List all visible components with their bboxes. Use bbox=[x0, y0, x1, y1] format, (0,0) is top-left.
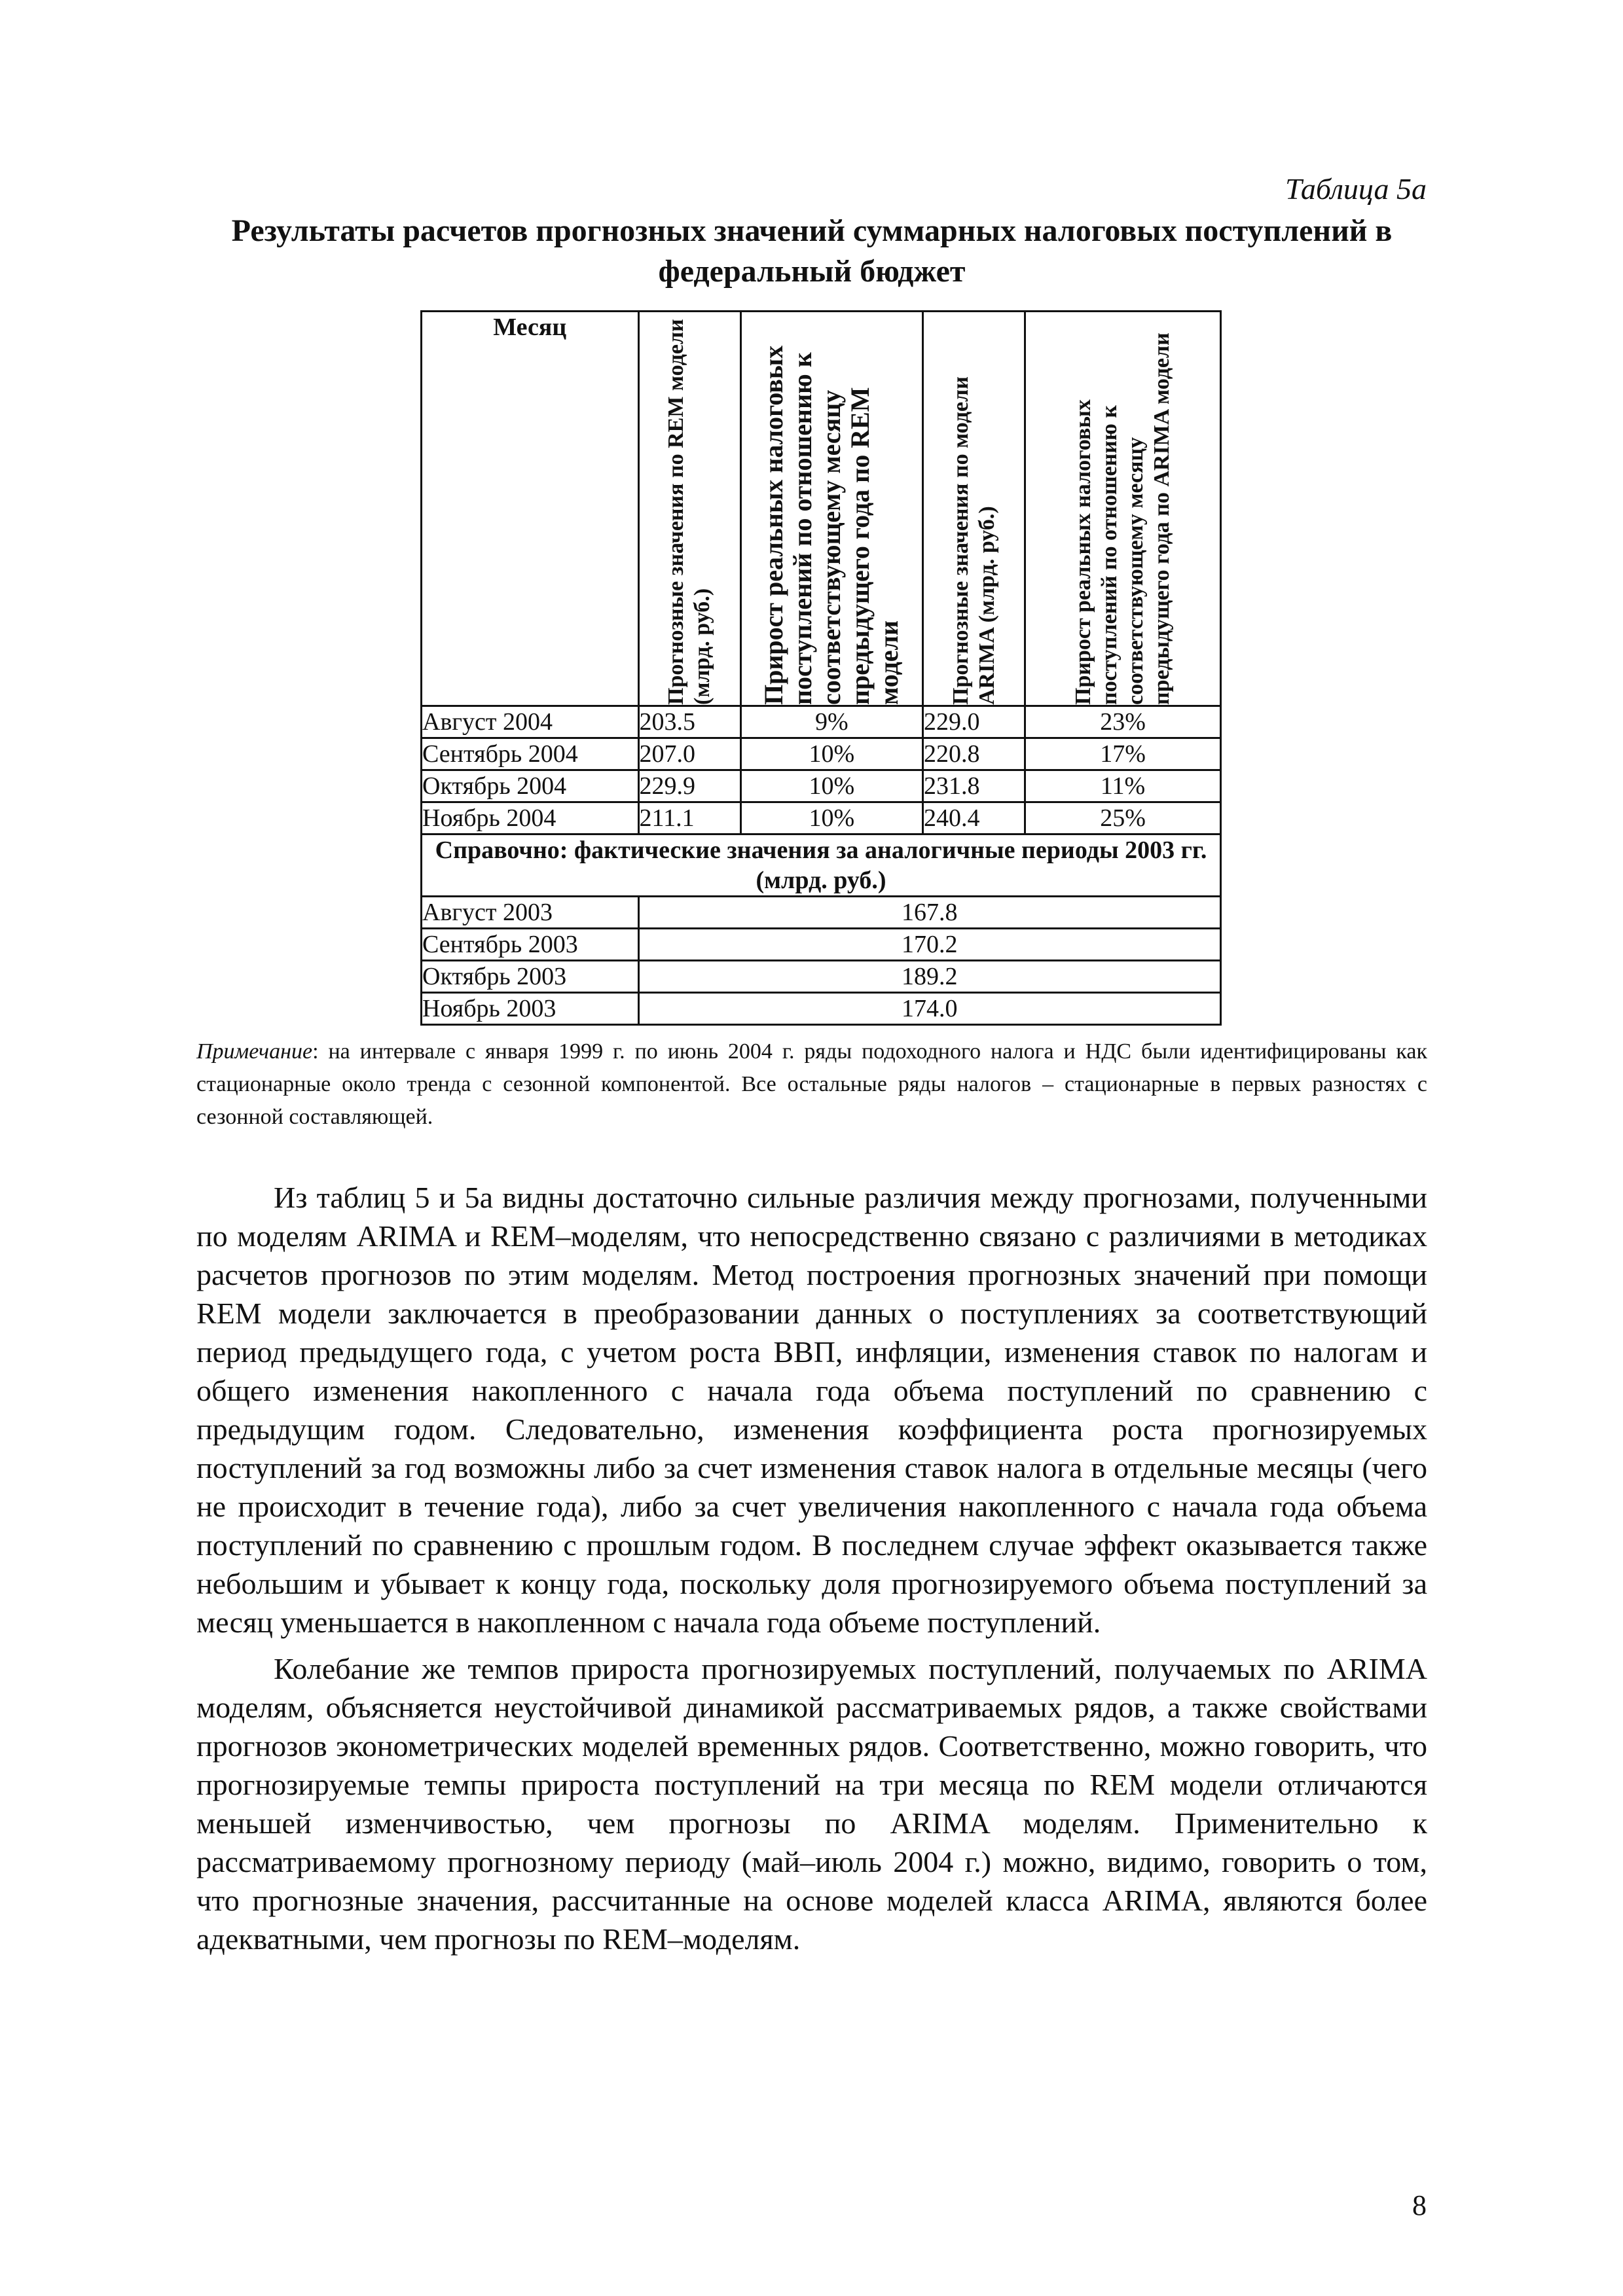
header-month: Месяц bbox=[422, 312, 639, 706]
reference-value: 189.2 bbox=[638, 961, 1220, 993]
cell-rem: 211.1 bbox=[638, 802, 740, 834]
reference-month: Октябрь 2003 bbox=[422, 961, 639, 993]
header-arima-growth: Прирост реальных налоговых поступлений по отношению к соответствующему месяцу предыдущего года по ARIMA модели bbox=[1025, 312, 1221, 706]
reference-value: 167.8 bbox=[638, 897, 1220, 929]
cell-month: Август 2004 bbox=[422, 706, 639, 738]
cell-rem-growth: 10% bbox=[740, 802, 922, 834]
table-row bbox=[422, 802, 1221, 834]
cell-month: Ноябрь 2004 bbox=[422, 802, 639, 834]
table-header-row bbox=[422, 312, 1221, 706]
cell-month: Сентябрь 2004 bbox=[422, 738, 639, 770]
cell-arima: 231.8 bbox=[923, 770, 1025, 802]
table-title: Результаты расчетов прогнозных значений суммарных налоговых поступлений в федеральный бюджет bbox=[231, 213, 1393, 289]
cell-rem-growth: 10% bbox=[740, 770, 922, 802]
forecast-table bbox=[420, 310, 1222, 1026]
table-row bbox=[422, 706, 1221, 738]
cell-rem: 203.5 bbox=[638, 706, 740, 738]
reference-month: Август 2003 bbox=[422, 897, 639, 929]
cell-rem: 229.9 bbox=[638, 770, 740, 802]
reference-row bbox=[422, 993, 1221, 1025]
reference-month: Сентябрь 2003 bbox=[422, 929, 639, 961]
cell-arima: 240.4 bbox=[923, 802, 1025, 834]
note-lead: Примечание bbox=[196, 1039, 313, 1064]
note-text: : на интервале с января 1999 г. по июнь 2004 г. ряды подоходного налога и НДС были идентифицированы как стационарные около тренда с сезонной компонентой. Все остальные ряды налогов – стационарные в первых разностях с сезонной составляющей. bbox=[196, 1039, 1427, 1129]
reference-row bbox=[422, 929, 1221, 961]
cell-arima-growth: 23% bbox=[1025, 706, 1221, 738]
header-arima-forecast: Прогнозные значения по модели ARIMA (млрд. руб.) bbox=[923, 312, 1025, 706]
table-row bbox=[422, 770, 1221, 802]
table-row bbox=[422, 738, 1221, 770]
reference-row bbox=[422, 897, 1221, 929]
reference-value: 170.2 bbox=[638, 929, 1220, 961]
cell-arima-growth: 25% bbox=[1025, 802, 1221, 834]
cell-arima-growth: 17% bbox=[1025, 738, 1221, 770]
table-note bbox=[196, 1035, 1427, 1134]
cell-rem-growth: 9% bbox=[740, 706, 922, 738]
reference-title-row bbox=[422, 834, 1221, 897]
reference-month: Ноябрь 2003 bbox=[422, 993, 639, 1025]
header-rem-growth: Прирост реальных налоговых поступлений по отношению к соответствующему месяцу предыдущего года по REM модели bbox=[740, 312, 922, 706]
cell-rem-growth: 10% bbox=[740, 738, 922, 770]
cell-arima: 220.8 bbox=[923, 738, 1025, 770]
header-rem-forecast: Прогнозные значения по REM модели (млрд. руб.) bbox=[638, 312, 740, 706]
reference-title: Справочно: фактические значения за аналогичные периоды 2003 гг. (млрд. руб.) bbox=[422, 834, 1221, 897]
cell-arima-growth: 11% bbox=[1025, 770, 1221, 802]
cell-month: Октябрь 2004 bbox=[422, 770, 639, 802]
paragraph: Колебание же темпов прироста прогнозируемых поступлений, получаемых по ARIMA моделям, объясняется неустойчивой динамикой рассматриваемых рядов, а также свойствами прогнозов эконометрических моделей временных рядов. Соответственно, можно говорить, что прогнозируемые темпы прироста поступлений на три месяца по REM модели отличаются меньшей изменчивостью, чем прогнозы по ARIMA моделям. Применительно к рассматриваемому прогнозному периоду (май–июль 2004 г.) можно, видимо, говорить о том, что прогнозные значения, рассчитанные на основе моделей класса ARIMA, являются более адекватными, чем прогнозы по REM–моделям. bbox=[196, 1652, 1427, 1956]
page-number: 8 bbox=[1412, 2189, 1427, 2221]
body-text bbox=[196, 1178, 1427, 1958]
cell-rem: 207.0 bbox=[638, 738, 740, 770]
cell-arima: 229.0 bbox=[923, 706, 1025, 738]
table-label: Таблица 5а bbox=[1285, 172, 1427, 206]
paragraph: Из таблиц 5 и 5а видны достаточно сильные различия между прогнозами, полученными по моделям ARIMA и REM–моделям, что непосредственно связано с различиями в методиках расчетов прогнозов по этим моделям. Метод построения прогнозных значений при помощи REM модели заключается в преобразовании данных о поступлениях за соответствующий период предыдущего года, с учетом роста ВВП, инфляции, изменения ставок по налогам и общего изменения накопленного с начала года объема поступлений по сравнению с предыдущим годом. Следовательно, изменения коэффициента роста прогнозируемых поступлений за год возможны либо за счет изменения ставок налога в отдельные месяцы (чего не происходит в течение года), либо за счет увеличения накопленного с начала года объема поступлений по сравнению с прошлым годом. В последнем случае эффект оказывается также небольшим и убывает к концу года, поскольку доля прогнозируемого объема поступлений за месяц уменьшается в накопленном с начала года объеме поступлений. bbox=[196, 1181, 1427, 1639]
reference-row bbox=[422, 961, 1221, 993]
reference-value: 174.0 bbox=[638, 993, 1220, 1025]
